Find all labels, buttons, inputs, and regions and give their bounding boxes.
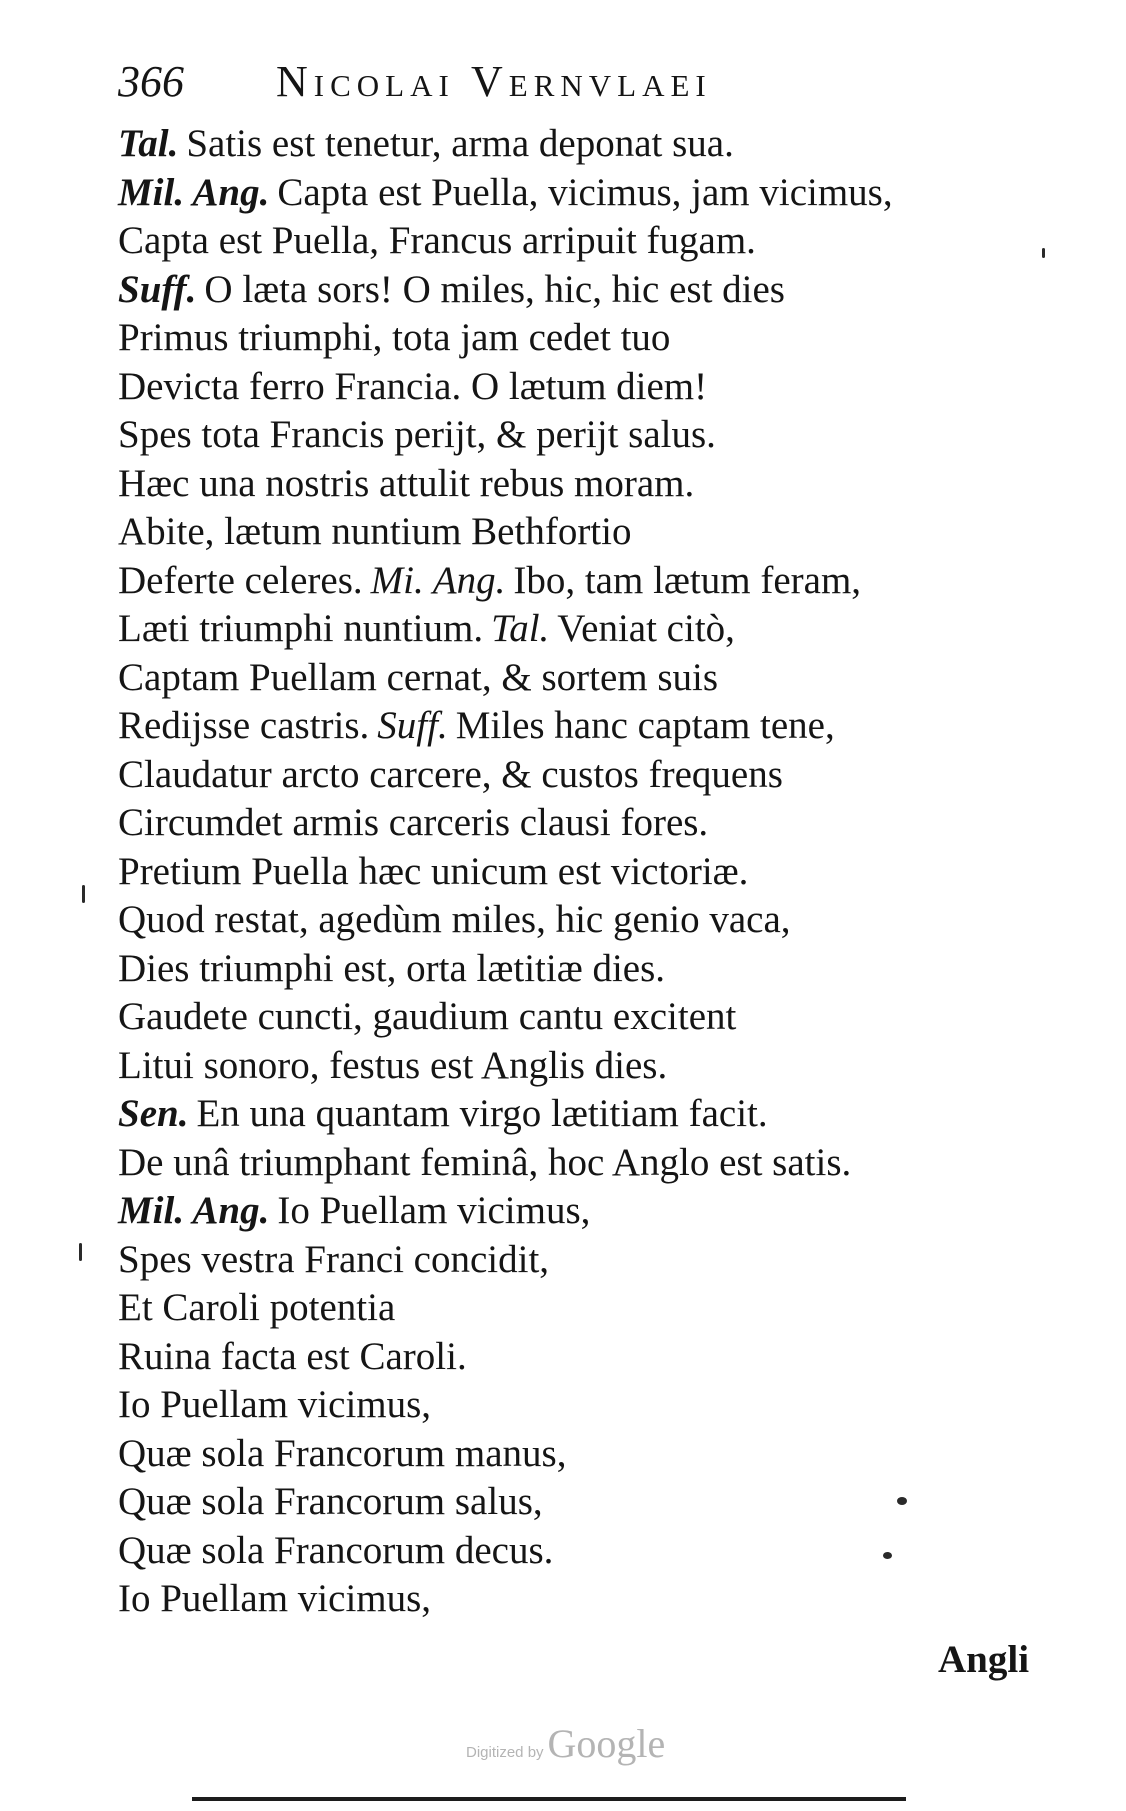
speaker-label: Suff. <box>377 704 448 747</box>
line-text: Dies triumphi est, orta lætitiæ dies. <box>118 946 666 990</box>
line-text: Quæ sola Francorum decus. <box>118 1528 554 1572</box>
speaker-label: Suff. <box>118 267 197 311</box>
line-text-continued: Veniat citò, <box>557 607 735 650</box>
ink-speck <box>897 1497 907 1505</box>
verse-line <box>118 1139 1018 1188</box>
line-text: Capta est Puella, Francus arripuit fugam. <box>118 219 756 262</box>
verse-line <box>118 945 1018 994</box>
verse-line <box>118 1187 1018 1236</box>
verse-line <box>118 314 1018 363</box>
verse-line <box>118 217 1018 266</box>
line-text: Io Puellam vicimus, <box>118 1383 432 1426</box>
verse-line <box>118 363 1018 412</box>
line-text: Hæc una nostris attulit rebus moram. <box>118 461 695 505</box>
bottom-rule <box>192 1797 906 1801</box>
verse-line <box>118 1236 1018 1285</box>
verse-line <box>118 993 1018 1042</box>
verse-line <box>118 848 1018 897</box>
verse-line <box>118 557 1018 606</box>
line-text: Gaudete cuncti, gaudium cantu excitent <box>118 995 737 1038</box>
ink-speck <box>1042 248 1045 258</box>
verse-line <box>118 169 1018 218</box>
line-text: Claudatur arcto carcere, & custos frequens <box>118 752 783 796</box>
line-text: Quæ sola Francorum salus, <box>118 1480 543 1523</box>
line-text: Devicta ferro Francia. O lætum diem! <box>118 364 708 408</box>
verse-line <box>118 120 1018 169</box>
verse-line <box>118 411 1018 460</box>
line-text: Læti triumphi nuntium. <box>118 607 484 650</box>
speaker-label: Mil. Ang. <box>118 170 270 214</box>
verse-line <box>118 605 1018 654</box>
verse-line <box>118 460 1018 509</box>
ink-speck <box>883 1552 892 1559</box>
verse-line <box>118 896 1018 945</box>
digitized-watermark <box>466 1720 665 1772</box>
verse-line <box>118 751 1018 800</box>
line-text: Quæ sola Francorum manus, <box>118 1431 567 1475</box>
line-text: Redijsse castris. <box>118 704 370 747</box>
verse-line <box>118 1042 1018 1091</box>
page-header <box>118 52 878 112</box>
line-text: Io Puellam vicimus, <box>277 1189 591 1232</box>
line-text: De unâ triumphant feminâ, hoc Anglo est satis. <box>118 1140 852 1184</box>
line-text: Litui sonoro, festus est Anglis dies. <box>118 1043 668 1087</box>
line-text: Quod restat, agedùm miles, hic genio vaca, <box>118 898 791 941</box>
verse-line <box>118 1333 1018 1382</box>
line-text: Circumdet armis carceris clausi fores. <box>118 801 709 844</box>
verse-line <box>118 1575 1018 1624</box>
line-text-continued: Ibo, tam lætum feram, <box>513 558 862 602</box>
line-text: Deferte celeres. <box>118 558 363 602</box>
verse-line <box>118 1430 1018 1479</box>
line-text: Abite, lætum nuntium Bethfortio <box>118 510 632 553</box>
verse-line <box>118 266 1018 315</box>
speaker-label: Tal. <box>491 607 550 650</box>
page-number: 366 <box>118 57 184 106</box>
verse-line <box>118 1284 1018 1333</box>
line-text: Spes vestra Franci concidit, <box>118 1237 550 1281</box>
line-text: Pretium Puella hæc unicum est victoriæ. <box>118 849 749 893</box>
verse-text <box>118 120 1018 1624</box>
line-text-continued: Miles hanc captam tene, <box>455 704 835 747</box>
line-text: Io Puellam vicimus, <box>118 1577 432 1620</box>
line-text: Captam Puellam cernat, & sortem suis <box>118 655 719 699</box>
catchword: Angli <box>938 1638 1030 1681</box>
line-text: Satis est tenetur, arma deponat sua. <box>186 122 734 165</box>
line-text: Et Caroli potentia <box>118 1286 396 1329</box>
speaker-label: Sen. <box>118 1092 189 1135</box>
line-text: En una quantam virgo lætitiam facit. <box>196 1092 768 1135</box>
ink-speck <box>79 1243 82 1261</box>
watermark-small-text: Digitized by <box>466 1744 544 1761</box>
speaker-label: Mi. Ang. <box>370 558 506 602</box>
verse-line <box>118 1478 1018 1527</box>
verse-line <box>118 1381 1018 1430</box>
verse-line <box>118 702 1018 751</box>
line-text: Capta est Puella, vicimus, jam vicimus, <box>277 170 893 214</box>
line-text: Ruina facta est Caroli. <box>118 1334 467 1378</box>
verse-line <box>118 654 1018 703</box>
line-text: Primus triumphi, tota jam cedet tuo <box>118 316 671 359</box>
speaker-label: Mil. Ang. <box>118 1189 270 1232</box>
line-text: O læta sors! O miles, hic, hic est dies <box>204 267 785 311</box>
watermark-google-text: Google <box>547 1721 666 1766</box>
ink-speck <box>82 885 85 903</box>
verse-line <box>118 1527 1018 1576</box>
running-head: Nicolai Vernvlaei <box>276 57 712 106</box>
verse-line <box>118 799 1018 848</box>
verse-line <box>118 508 1018 557</box>
line-text: Spes tota Francis perijt, & perijt salus. <box>118 413 716 456</box>
speaker-label: Tal. <box>118 122 179 165</box>
verse-line <box>118 1090 1018 1139</box>
